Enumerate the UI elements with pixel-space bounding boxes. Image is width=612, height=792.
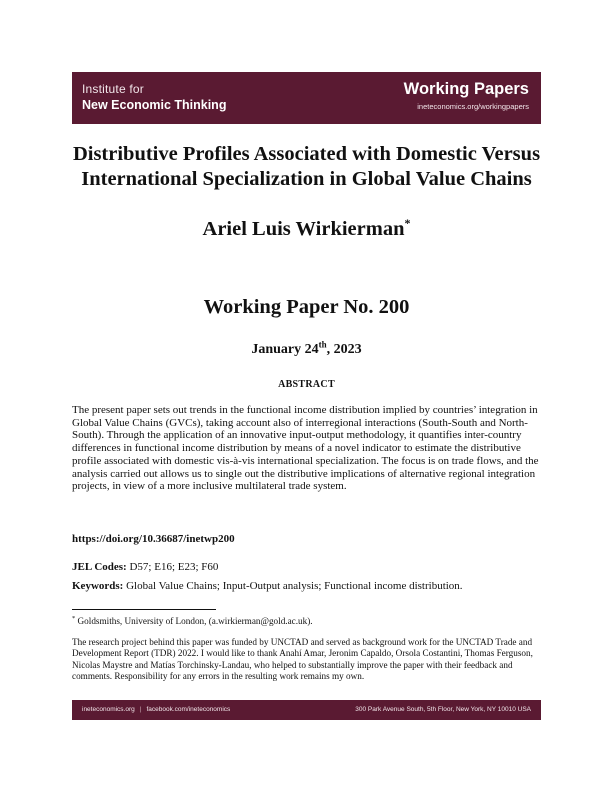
keywords xyxy=(72,580,541,592)
author-name: Ariel Luis Wirkierman xyxy=(202,218,405,240)
header-banner xyxy=(72,72,541,124)
keywords-value: Global Value Chains; Input-Output analysis; Functional income distribution. xyxy=(123,580,463,592)
footer-banner xyxy=(72,700,541,720)
abstract-heading: ABSTRACT xyxy=(278,379,335,390)
footnote-text: Goldsmiths, University of London, (a.wirkierman@gold.ac.uk). xyxy=(75,616,313,626)
jel-label: JEL Codes: xyxy=(72,561,127,573)
author-footnote-mark[interactable]: * xyxy=(404,216,411,231)
acknowledgement: The research project behind this paper was funded by UNCTAD and served as background work for the UNCTAD Trade and Development Report (TDR) 2022. I would like to thank Anahí Amar, Jeronim Capaldo, Orsola Costantini, Thomas Ferguson, Nicolas Maystre and Matías Torchinsky-Landau, who helped to substantially improve the paper with their feedback and comments. Responsibility for any errors in the resulting work remains my own. xyxy=(72,637,533,681)
jel-value: D57; E16; E23; F60 xyxy=(126,561,219,573)
footer-separator: | xyxy=(139,706,142,713)
abstract-body: The present paper sets out trends in the functional income distribution implied by countries’ integration in Global Value Chains (GVCs), taking account also of interregional interactions (South-South and North-South). Through the application of an innovative input-output methodology, it quantifies inter-country differences in functional income distribution by means of a novel indicator to estimate the distributive profile associated with domestic vis-à-vis international specialization. The focus is on trade flows, and the analysis carried out allows us to single out the distributive implications of alternative regional integration projects, in view of a more inclusive multilateral trade system. xyxy=(72,404,539,493)
footer-website-link[interactable]: ineteconomics.org xyxy=(82,706,135,713)
date-year: , 2023 xyxy=(326,342,362,357)
footer-facebook-link[interactable]: facebook.com/ineteconomics xyxy=(146,706,231,713)
publication-date xyxy=(72,339,541,358)
institute-name-line1: Institute for xyxy=(82,82,144,96)
footnote-mark: * xyxy=(72,614,76,622)
footer-links xyxy=(82,706,230,713)
series-url[interactable]: ineteconomics.org/workingpapers xyxy=(417,102,529,111)
keywords-label: Keywords: xyxy=(72,580,124,592)
author-line xyxy=(72,218,541,241)
date-month-day: January 24 xyxy=(251,342,319,357)
date-suffix: th xyxy=(318,339,327,350)
footnote-divider xyxy=(72,609,216,610)
footer-address: 300 Park Avenue South, 5th Floor, New York, NY 10010 USA xyxy=(355,706,531,713)
jel-codes xyxy=(72,561,541,573)
paper-title: Distributive Profiles Associated with Domestic Versus International Specialization in Global Value Chains xyxy=(72,143,541,190)
doi-link[interactable]: https://doi.org/10.36687/inetwp200 xyxy=(72,533,235,545)
author-affiliation-footnote xyxy=(72,616,541,626)
institute-name-line2: New Economic Thinking xyxy=(82,98,227,112)
series-title: Working Papers xyxy=(403,80,529,98)
working-paper-number: Working Paper No. 200 xyxy=(203,296,410,318)
